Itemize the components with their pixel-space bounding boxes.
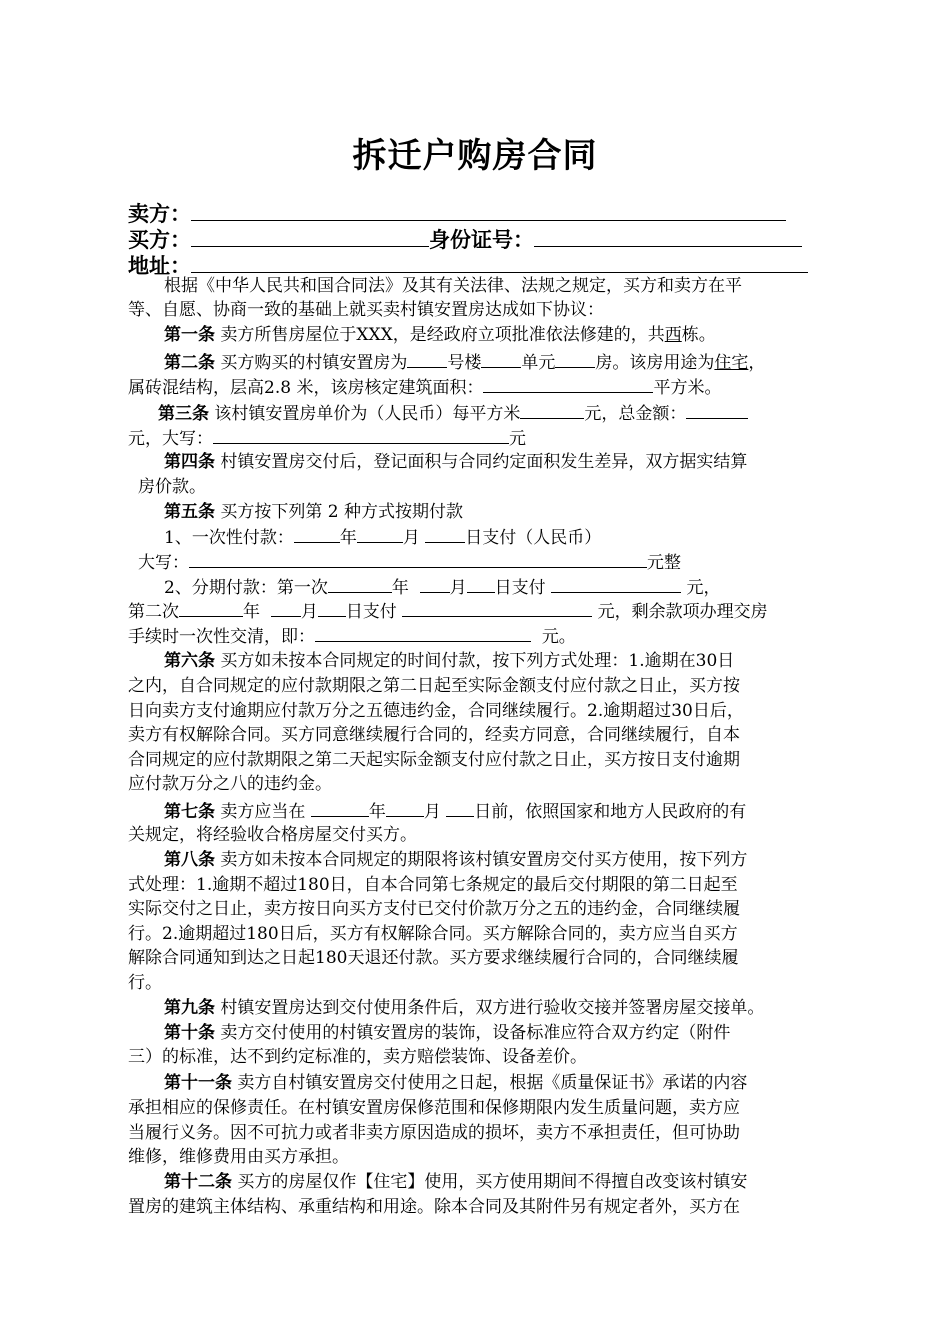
article-7-line-2: 关规定，将经验收合格房屋交付买方。 (128, 825, 417, 845)
building-no-blank (407, 349, 447, 368)
intro-line-1: 根据《中华人民共和国合同法》及其有关法律、法规之规定，买方和卖方在平 (164, 276, 742, 296)
article-2-label: 第二条 (164, 353, 215, 373)
article-12-line-1: 买方的房屋仅作【住宅】使用，买方使用期间不得擅自改变该村镇安 (237, 1172, 748, 1192)
installment-text: 2、分期付款：第一次 (164, 578, 328, 598)
article-4-line-2: 房价款。 (138, 477, 206, 497)
capital-label: 大写： (138, 553, 189, 573)
second-amount-blank (402, 598, 592, 617)
article-11-line-4: 维修，维修费用由买方承担。 (128, 1147, 349, 1167)
article-3-label: 第三条 (158, 404, 209, 424)
day-pay-text-3: 日支付 (345, 602, 397, 622)
lump-day-blank (425, 524, 465, 543)
yuan-end-text: 元。 (541, 627, 576, 647)
article-11 (128, 1071, 864, 1095)
article-2-line-2 (128, 374, 828, 400)
id-blank (534, 226, 802, 247)
article-4 (128, 450, 864, 474)
article-4-label: 第四条 (164, 452, 215, 472)
intro-line-2: 等、自愿、协商一致的基础上就买卖村镇安置房达成如下协议： (128, 300, 604, 320)
deliver-year-blank (311, 798, 369, 817)
building-count: 西 (664, 325, 682, 345)
area-unit: 平方米。 (653, 378, 722, 398)
area-text: 属砖混结构，层高2.8 米，该房核定建筑面积： (128, 378, 484, 398)
article-5-label: 第五条 (164, 502, 215, 522)
article-9-label: 第九条 (164, 998, 215, 1018)
lump-year-blank (294, 524, 340, 543)
article-8-line-5: 解除合同通知到达之日起180天退还付款。买方要求继续履行合同的，合同继续履 (128, 948, 739, 968)
day-pay-text-2: 日支付 (494, 578, 546, 598)
article-11-label: 第十一条 (164, 1073, 232, 1093)
second-month-blank (271, 598, 301, 617)
second-text: 第二次 (128, 602, 179, 622)
article-5 (128, 500, 864, 524)
deliver-year-text: 年 (368, 802, 386, 822)
article-11-line-1: 卖方自村镇安置房交付使用之日起，根据《质量保证书》承诺的内容 (237, 1073, 748, 1093)
first-day-blank (467, 574, 495, 593)
first-month-blank (420, 574, 450, 593)
unit-blank (481, 349, 521, 368)
yuan-comma-text: 元， (686, 578, 721, 598)
seller-label: 卖方： (128, 201, 191, 226)
buyer-blank (191, 226, 429, 247)
seller-blank (191, 200, 786, 221)
article-10-line-1: 卖方交付使用的村镇安置房的装饰，设备标准应符合双方约定（附件 (220, 1023, 731, 1043)
article-7-label: 第七条 (164, 802, 215, 822)
deliver-month-text: 月 (423, 802, 441, 822)
usage-value: 住宅 (714, 353, 749, 373)
article-8-line-4: 行。2.逾期超过180日后，买方有权解除合同。买方解除合同的，卖方应当自买方 (128, 924, 738, 944)
payment-option-2-line-2 (128, 598, 828, 624)
document-title: 拆迁户购房合同 (352, 136, 598, 176)
first-amount-blank (551, 574, 681, 593)
article-10-line-2: 三）的标准，达不到约定标准的，卖方赔偿装饰、设备差价。 (128, 1047, 587, 1067)
buyer-label: 买方： (128, 227, 191, 252)
room-blank (555, 349, 595, 368)
lump-month-blank (357, 524, 403, 543)
article-10-label: 第十条 (164, 1023, 215, 1043)
area-blank (483, 374, 653, 393)
deliver-day-blank (446, 798, 474, 817)
address-blank (191, 252, 808, 273)
unit-text: 单元 (521, 353, 556, 373)
usage-text: 房。该房用途为 (595, 353, 715, 373)
article-8-line-3: 实际交付之日止，卖方按日向买方支付已交付价款万分之五的违约金，合同继续履 (128, 899, 740, 919)
article-1-label: 第一条 (164, 325, 215, 345)
comma: ， (748, 353, 766, 373)
article-1 (128, 323, 864, 347)
article-6-line-2: 之内，自合同规定的应付款期限之第二日起至实际金额支付应付款之日止，买方按 (128, 676, 740, 696)
article-7 (128, 798, 864, 824)
article-8-label: 第八条 (164, 850, 215, 870)
article-6-label: 第六条 (164, 651, 215, 671)
payment-option-2-line-3 (128, 623, 828, 649)
article-12 (128, 1170, 864, 1194)
article-7-text: 卖方应当在 (220, 802, 306, 822)
article-6-line-3: 日向卖方支付逾期应付款万分之五德违约金，合同继续履行。2.逾期超过30日后， (128, 701, 744, 721)
article-2-text: 买方购买的村镇安置房为 (220, 353, 408, 373)
article-6-line-5: 合同规定的应付款期限之第二天起实际金额支付应付款之日止，买方按日支付逾期 (128, 750, 740, 770)
article-6-line-6: 应付款万分之八的违约金。 (128, 774, 332, 794)
seller-row (128, 200, 786, 227)
article-3-line-2 (128, 425, 828, 451)
article-4-text: 村镇安置房交付后，登记面积与合同约定面积发生差异，双方据实结算 (220, 452, 748, 472)
yuan-text: 元 (509, 429, 526, 449)
article-8-line-1: 卖方如未按本合同规定的期限将该村镇安置房交付买方使用，按下列方 (220, 850, 748, 870)
deliver-day-text: 日前，依照国家和地方人民政府的有 (474, 802, 747, 822)
buyer-row (128, 226, 802, 253)
article-8-line-6: 行。 (128, 973, 162, 993)
second-day-blank (318, 598, 346, 617)
month-text: 月 (402, 528, 420, 548)
deliver-month-blank (386, 798, 424, 817)
article-12-line-2: 置房的建筑主体结构、承重结构和用途。除本合同及其附件另有规定者外，买方在 (128, 1197, 740, 1217)
article-10 (128, 1021, 864, 1045)
yuan-zheng-text: 元整 (647, 553, 681, 573)
capital-text: 元，大写： (128, 429, 213, 449)
day-pay-text: 日支付（人民币） (465, 528, 602, 548)
article-1-text: 卖方所售房屋位于XXX，是经政府立项批准依法修建的，共 (220, 325, 665, 345)
total-blank (686, 400, 748, 419)
month-text-3: 月 (300, 602, 318, 622)
article-9 (128, 996, 884, 1020)
lump-sum-text: 1、一次性付款： (164, 528, 294, 548)
article-11-line-3: 当履行义务。因不可抗力或者非卖方原因造成的损坏，卖方不承担责任，但可协助 (128, 1123, 740, 1143)
capital-amount-blank (189, 549, 647, 568)
article-6-line-4: 卖方有权解除合同。买方同意继续履行合同的，经卖方同意，合同继续履行，自本 (128, 725, 740, 745)
unit-price-blank (520, 400, 584, 419)
year-text: 年 (339, 528, 357, 548)
article-6 (128, 649, 864, 673)
address-label: 地址： (128, 253, 191, 278)
capital-amount-row (128, 549, 838, 575)
year-text-3: 年 (243, 602, 260, 622)
payment-option-2 (128, 574, 864, 600)
article-8-line-2: 式处理：1.逾期不超过180日，自本合同第七条规定的最后交付期限的第二日起至 (128, 875, 738, 895)
article-2 (128, 349, 864, 375)
yuan-rest-text: 元，剩余款项办理交房 (597, 602, 768, 622)
article-12-label: 第十二条 (164, 1172, 232, 1192)
article-5-text: 买方按下列第 2 种方式按期付款 (220, 502, 464, 522)
article-6-line-1: 买方如未按本合同规定的时间付款，按下列方式处理：1.逾期在30日 (220, 651, 735, 671)
id-label: 身份证号： (429, 227, 534, 252)
unit-price-text: 该村镇安置房单价为（人民币）每平方米 (214, 404, 521, 424)
settle-text: 手续时一次性交清，即： (128, 627, 315, 647)
article-9-line-1: 村镇安置房达到交付使用条件后，双方进行验收交接并签署房屋交接单。 (220, 998, 765, 1018)
article-3 (128, 400, 858, 426)
month-text-2: 月 (449, 578, 467, 598)
building-unit-text: 号楼 (447, 353, 482, 373)
article-11-line-2: 承担相应的保修责任。在村镇安置房保修范围和保修期限内发生质量问题，卖方应 (128, 1098, 740, 1118)
year-text-2: 年 (391, 578, 409, 598)
first-year-blank (328, 574, 392, 593)
settle-amount-blank (315, 623, 531, 642)
total-text: 元，总金额： (584, 404, 687, 424)
payment-option-1 (128, 524, 864, 550)
second-year-blank (179, 598, 243, 617)
capital-blank (213, 425, 509, 444)
article-8 (128, 848, 864, 872)
article-1-end: 栋。 (681, 325, 716, 345)
